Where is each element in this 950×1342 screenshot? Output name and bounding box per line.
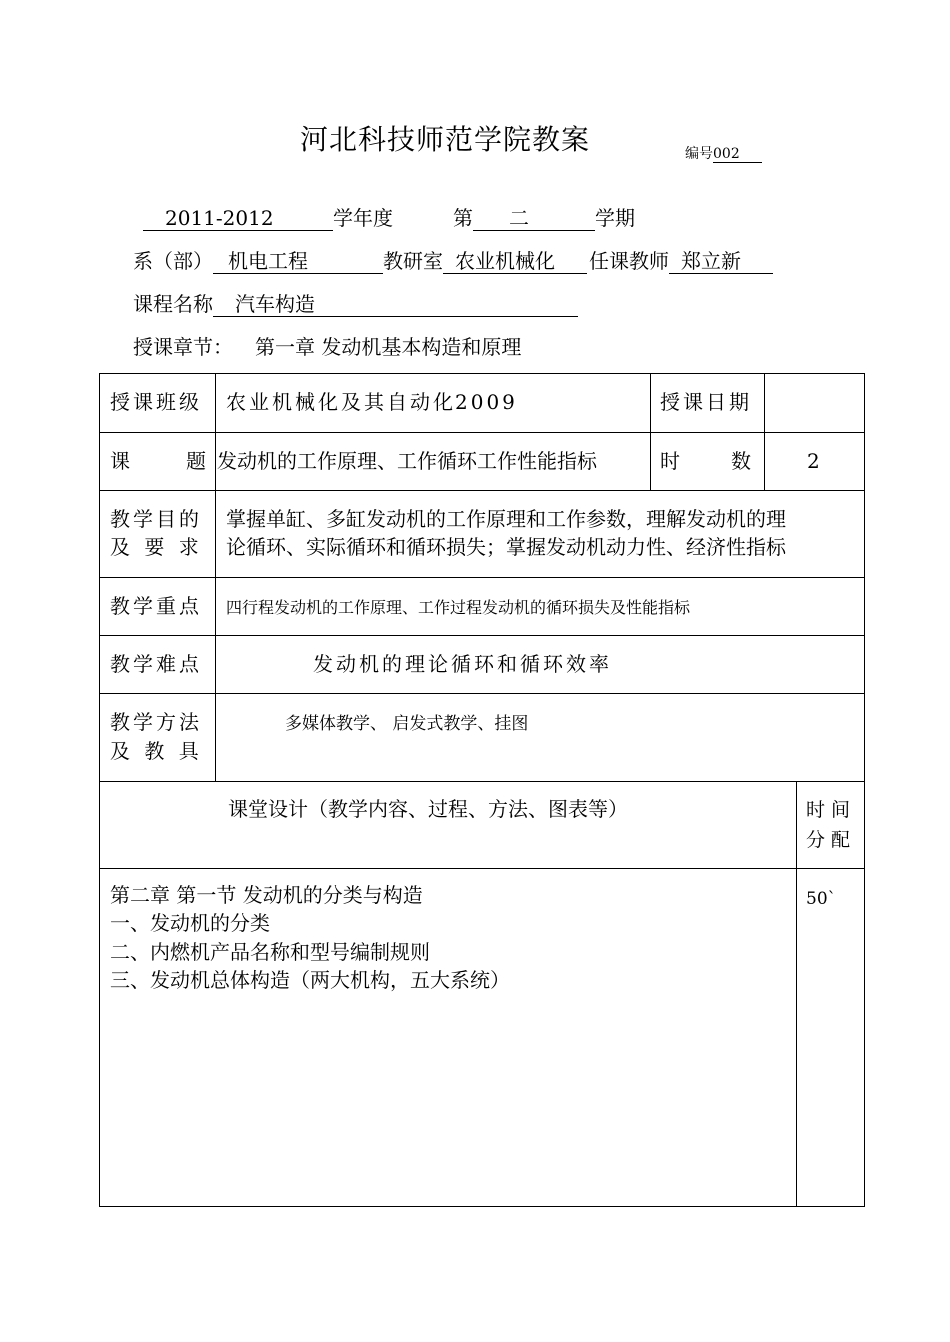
goal-line-2: 论循环、实际循环和循环损失；掌握发动机动力性、经济性指标	[226, 535, 786, 559]
hours-label-1: 时	[660, 449, 680, 473]
document-number-label: 编号	[685, 146, 713, 162]
topic-value: 发动机的工作原理、工作循环工作性能指标	[217, 449, 597, 473]
chapter-label: 授课章节：	[133, 335, 233, 359]
class-label: 授课班级	[110, 390, 202, 414]
term-line	[453, 202, 635, 231]
year-line	[143, 202, 393, 231]
department-value: 机电工程	[213, 249, 383, 274]
course-label: 课程名称	[133, 292, 213, 316]
class-year: 2009	[455, 390, 518, 414]
content-line-1: 第二章 第一节 发动机的分类与构造	[110, 883, 423, 907]
content-line-4: 三、发动机总体构造（两大机构，五大系统）	[110, 968, 510, 992]
hours-value: 2	[807, 449, 820, 473]
hours-label-2: 数	[731, 449, 751, 473]
course-line	[133, 288, 578, 317]
chapter-value: 第一章 发动机基本构造和原理	[255, 335, 522, 359]
method-label-1: 教学方法	[110, 710, 202, 734]
time-label-2: 分 配	[806, 829, 851, 851]
topic-label-2: 题	[186, 449, 206, 473]
office-value: 农业机械化	[443, 249, 587, 274]
time-label-1: 时 间	[806, 799, 851, 821]
department-label: 系（部）	[133, 249, 213, 273]
difficult-value: 发动机的理论循环和循环效率	[313, 652, 612, 676]
academic-year-label: 学年度	[333, 206, 393, 230]
term-value: 二	[473, 206, 595, 231]
key-value: 四行程发动机的工作原理、工作过程发动机的循环损失及性能指标	[226, 598, 691, 617]
date-label: 授课日期	[660, 390, 752, 414]
office-label: 教研室	[383, 249, 443, 273]
content-line-2: 一、发动机的分类	[110, 911, 270, 935]
document-number-value: 002	[713, 146, 762, 163]
class-value: 农业机械化及其自动化	[226, 390, 456, 414]
teacher-value: 郑立新	[669, 249, 773, 274]
term-prefix: 第	[453, 206, 473, 230]
goal-line-1: 掌握单缸、多缸发动机的工作原理和工作参数，理解发动机的理	[226, 507, 786, 531]
time-value: 50`	[806, 889, 837, 909]
topic-label-1: 课	[110, 449, 130, 473]
goal-label-2: 及 要 求	[110, 535, 203, 559]
key-label: 教学重点	[110, 594, 202, 618]
design-header: 课堂设计（教学内容、过程、方法、图表等）	[228, 797, 628, 821]
department-line	[133, 245, 773, 274]
difficult-label: 教学难点	[110, 652, 202, 676]
goal-label-1: 教学目的	[110, 507, 202, 531]
teacher-label: 任课教师	[589, 249, 669, 273]
chapter-line	[133, 331, 521, 360]
method-label-2: 及 教 具	[110, 739, 203, 763]
academic-year: 2011-2012	[143, 206, 333, 231]
term-label: 学期	[595, 206, 635, 230]
method-value: 多媒体教学、 启发式教学、挂图	[285, 714, 529, 734]
document-number	[685, 143, 762, 163]
course-value: 汽车构造	[213, 292, 578, 317]
content-line-3: 二、内燃机产品名称和型号编制规则	[110, 940, 430, 964]
page-title: 河北科技师范学院教案	[300, 123, 591, 156]
